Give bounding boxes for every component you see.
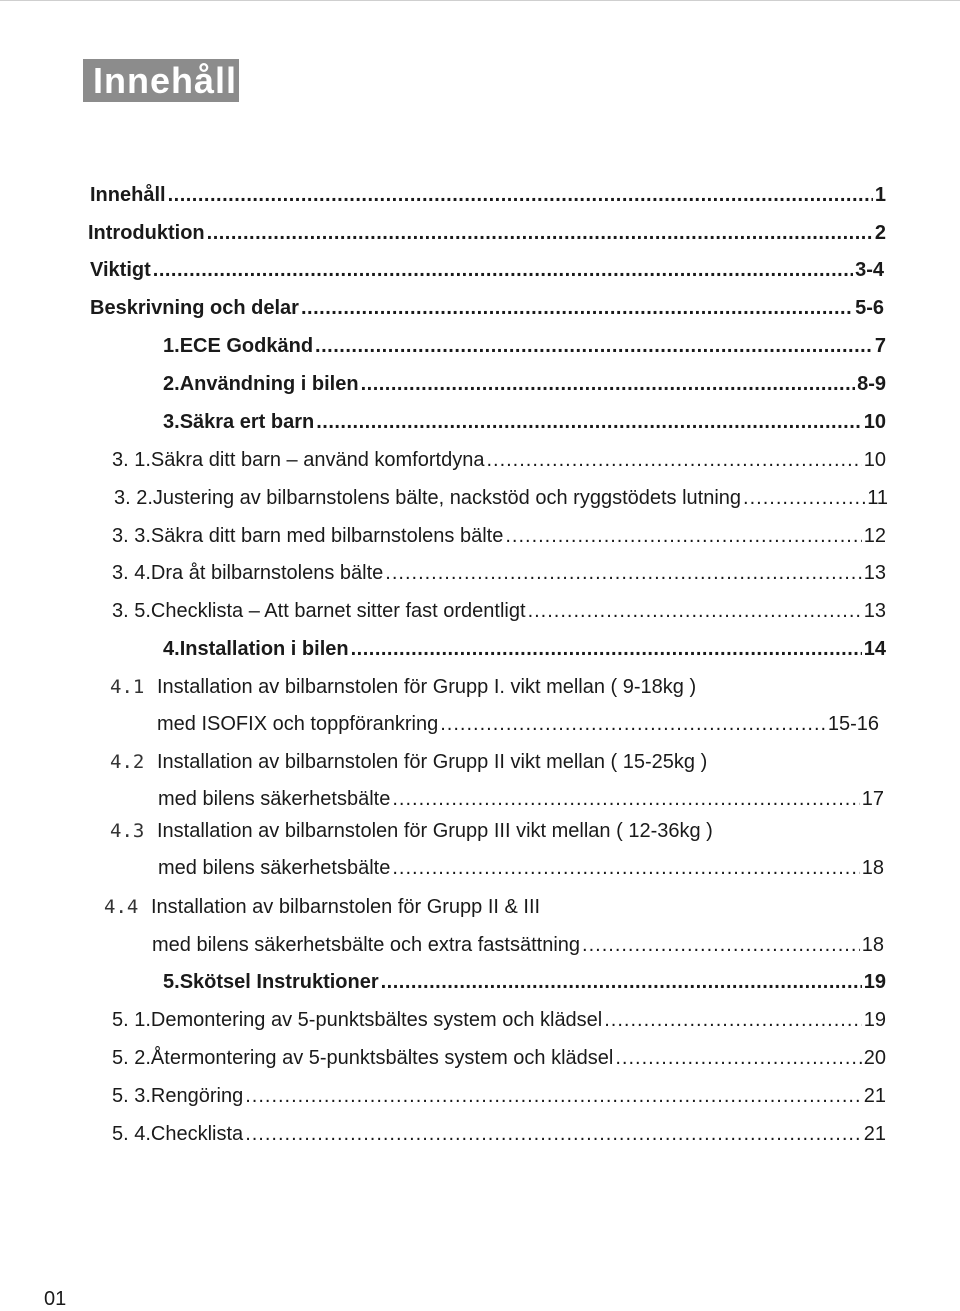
toc-leader [392, 855, 859, 881]
toc-leader [301, 295, 853, 321]
toc-entry-title: Rengöring [150, 1085, 244, 1107]
toc-entry-title-continued: med ISOFIX och toppförankring [157, 713, 439, 735]
toc-leader [245, 1121, 862, 1147]
toc-entry[interactable] [112, 1121, 886, 1147]
toc-entry[interactable] [152, 932, 884, 958]
toc-entry-page: 13 [863, 600, 886, 622]
toc-entry-number: 5. [163, 971, 180, 993]
toc-entry-page: 13 [863, 562, 886, 584]
toc-leader [361, 371, 856, 397]
toc-entry-page: 21 [863, 1123, 886, 1145]
toc-entry-number: 5. 4. [112, 1123, 151, 1145]
toc-entry-page: 8-9 [857, 373, 886, 395]
toc-entry-number: 3. 2. [114, 487, 153, 509]
toc-entry-page: 1 [874, 184, 886, 206]
toc-entry-first-line[interactable] [110, 674, 696, 700]
toc-entry-title: ECE Godkänd [179, 335, 314, 357]
toc-entry-title: Beskrivning och delar [90, 297, 299, 319]
toc-entry[interactable] [90, 182, 886, 208]
toc-entry[interactable] [157, 711, 879, 737]
toc-entry-number: 5. 1. [112, 1009, 151, 1031]
toc-entry-title: Säkra ert barn [179, 411, 315, 433]
toc-entry-number: 5. 3. [112, 1085, 151, 1107]
toc-leader [168, 182, 873, 208]
toc-entry-title: Checklista – Att barnet sitter fast ordentligt [150, 600, 526, 622]
toc-entry-page: 10 [863, 449, 886, 471]
toc-leader [207, 220, 873, 246]
toc-entry-number: 3. 3. [112, 525, 151, 547]
toc-leader [385, 560, 861, 586]
toc-entry[interactable] [163, 409, 886, 435]
toc-entry-title: Innehåll [90, 184, 166, 206]
toc-entry-title-continued: med bilens säkerhetsbälte [158, 788, 391, 810]
toc-entry-number: 4.4 [104, 896, 139, 918]
toc-entry-title: Viktigt [90, 259, 151, 281]
toc-entry-number: 3. 4. [112, 562, 151, 584]
toc-entry-title: Användning i bilen [179, 373, 359, 395]
toc-entry-title: Skötsel Instruktioner [179, 971, 379, 993]
toc-entry-page: 17 [861, 788, 884, 810]
toc-leader [381, 969, 862, 995]
toc-entry[interactable] [112, 1045, 886, 1071]
toc-entry-title: Återmontering av 5-punktsbältes system och klädsel [150, 1047, 614, 1069]
toc-entry-title: Säkra ditt barn – använd komfortdyna [150, 449, 485, 471]
toc-entry-title-continued: med bilens säkerhetsbälte och extra fastsättning [152, 934, 581, 956]
toc-entry[interactable] [163, 636, 886, 662]
toc-entry-title: Dra åt bilbarnstolens bälte [150, 562, 384, 584]
toc-entry[interactable] [163, 969, 886, 995]
toc-entry-title: Säkra ditt barn med bilbarnstolens bälte [150, 525, 504, 547]
toc-entry-number: 4.1 [110, 676, 145, 698]
toc-leader [315, 333, 873, 359]
toc-entry-title: Demontering av 5-punktsbältes system och klädsel [150, 1009, 603, 1031]
toc-leader [743, 485, 865, 511]
page-heading: Innehåll [83, 59, 239, 102]
toc-entry-title: Installation av bilbarnstolen för Grupp II & III [151, 896, 541, 918]
toc-entry[interactable] [114, 485, 888, 511]
page-number: 01 [44, 1288, 67, 1310]
toc-leader [486, 447, 861, 473]
toc-leader [582, 932, 860, 958]
toc-entry-title: Justering av bilbarnstolens bälte, nackstöd och ryggstödets lutning [152, 487, 742, 509]
toc-entry-page: 20 [863, 1047, 886, 1069]
toc-entry-page: 21 [863, 1085, 886, 1107]
toc-entry-page: 19 [863, 971, 886, 993]
toc-leader [528, 598, 862, 624]
toc-entry-first-line[interactable] [110, 749, 707, 775]
toc-entry-page: 2 [874, 222, 886, 244]
toc-entry-number: 3. 1. [112, 449, 151, 471]
toc-leader [392, 786, 859, 812]
toc-entry-number: 3. 5. [112, 600, 151, 622]
toc-leader [604, 1007, 862, 1033]
toc-entry-first-line[interactable] [104, 894, 540, 920]
toc-entry-page: 3-4 [855, 259, 884, 281]
toc-leader [440, 711, 826, 737]
toc-entry[interactable] [112, 1083, 886, 1109]
toc-entry-page: 15-16 [827, 713, 879, 735]
toc-leader [316, 409, 862, 435]
toc-entry-page: 11 [867, 487, 888, 509]
toc-entry-title: Installation av bilbarnstolen för Grupp II vikt mellan ( 15-25kg ) [157, 751, 708, 773]
toc-entry[interactable] [163, 371, 886, 397]
toc-entry-title: Installation av bilbarnstolen för Grupp III vikt mellan ( 12-36kg ) [157, 820, 713, 842]
toc-entry-number: 3. [163, 411, 180, 433]
toc-entry[interactable] [112, 447, 886, 473]
toc-entry-title: Installation av bilbarnstolen för Grupp I. vikt mellan ( 9-18kg ) [157, 676, 697, 698]
toc-entry-page: 14 [863, 638, 886, 660]
toc-entry-number: 4.3 [110, 820, 145, 842]
toc-entry-title: Introduktion [88, 222, 205, 244]
toc-entry[interactable] [158, 786, 884, 812]
toc-entry-page: 7 [874, 335, 886, 357]
toc-entry-page: 12 [863, 525, 886, 547]
toc-entry-first-line[interactable] [110, 818, 713, 844]
toc-entry-title: Checklista [150, 1123, 244, 1145]
toc-leader [505, 523, 861, 549]
toc-entry[interactable] [112, 523, 886, 549]
toc-entry[interactable] [112, 560, 886, 586]
toc-entry-page: 18 [861, 857, 884, 879]
toc-entry-number: 5. 2. [112, 1047, 151, 1069]
toc-entry-title-continued: med bilens säkerhetsbälte [158, 857, 391, 879]
toc-entry[interactable] [163, 333, 886, 359]
toc-entry[interactable] [90, 257, 884, 283]
toc-entry-page: 19 [863, 1009, 886, 1031]
toc-entry-page: 5-6 [855, 297, 884, 319]
toc-entry-number: 4.2 [110, 751, 145, 773]
toc-leader [245, 1083, 862, 1109]
toc-entry-title: Installation i bilen [179, 638, 349, 660]
toc-leader [615, 1045, 861, 1071]
toc-entry-number: 2. [163, 373, 180, 395]
toc-leader [351, 636, 862, 662]
toc-entry-number: 4. [163, 638, 180, 660]
toc-entry[interactable] [112, 1007, 886, 1033]
toc-entry-page: 10 [863, 411, 886, 433]
toc-entry[interactable] [112, 598, 886, 624]
toc-leader [153, 257, 853, 283]
toc-entry[interactable] [90, 295, 884, 321]
toc-entry[interactable] [158, 855, 884, 881]
toc-entry[interactable] [88, 220, 886, 246]
toc-entry-page: 18 [861, 934, 884, 956]
toc-entry-number: 1. [163, 335, 180, 357]
